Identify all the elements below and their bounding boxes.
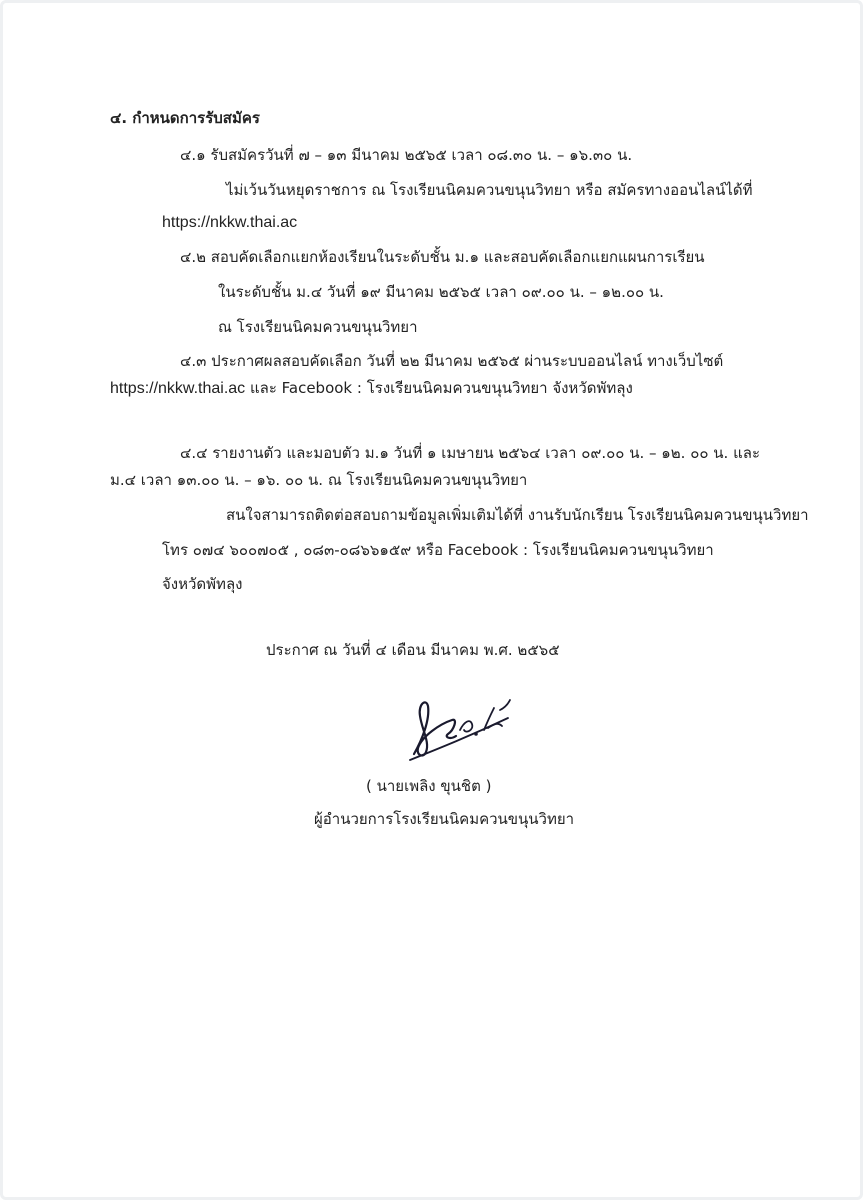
item-4-1-line-2: ไม่เว้นวันหยุดราชการ ณ โรงเรียนนิคมควนขนุนวิทยา หรือ สมัครทางออนไลน์ได้ที่ (226, 181, 753, 199)
signer-name: ( นายเพลิง ขุนชิต ) (366, 777, 492, 795)
signature-icon (400, 690, 520, 770)
item-4-3-line-2-rest: และ Facebook : โรงเรียนนิคมควนขนุนวิทยา จังหวัดพัทลุง (245, 379, 633, 397)
announcement-date: ประกาศ ณ วันที่ ๔ เดือน มีนาคม พ.ศ. ๒๕๖๕ (266, 641, 560, 659)
item-4-3-line-2 (110, 377, 633, 400)
signer-title: ผู้อำนวยการโรงเรียนนิคมควนขนุนวิทยา (314, 810, 575, 828)
item-4-4-line-2: ม.๔ เวลา ๑๓.๐๐ น. – ๑๖. ๐๐ น. ณ โรงเรียนนิคมควนขนุนวิทยา (110, 471, 528, 489)
contact-line-3: จังหวัดพัทลุง (162, 575, 243, 593)
item-4-2-line-1: ๔.๒ สอบคัดเลือกแยกห้องเรียนในระดับชั้น ม.๑ และสอบคัดเลือกแยกแผนการเรียน (180, 248, 705, 266)
contact-line-1: สนใจสามารถติดต่อสอบถามข้อมูลเพิ่มเติมได้ที่ งานรับนักเรียน โรงเรียนนิคมควนขนุนวิทยา (226, 506, 809, 524)
item-4-2-line-3: ณ โรงเรียนนิคมควนขนุนวิทยา (218, 318, 418, 336)
item-4-3-line-1: ๔.๓ ประกาศผลสอบคัดเลือก วันที่ ๒๒ มีนาคม ๒๕๖๕ ผ่านระบบออนไลน์ ทางเว็บไซต์ (180, 352, 724, 370)
item-4-3-url: https://nkkw.thai.ac (110, 380, 246, 397)
section-heading: ๔. กำหนดการรับสมัคร (110, 109, 260, 127)
item-4-2-line-2: ในระดับชั้น ม.๔ วันที่ ๑๙ มีนาคม ๒๕๖๕ เวลา ๐๙.๐๐ น. – ๑๒.๐๐ น. (218, 283, 664, 301)
contact-line-2: โทร ๐๗๔ ๖๐๐๗๐๕ , ๐๘๓-๐๘๖๖๑๕๙ หรือ Facebook : โรงเรียนนิคมควนขนุนวิทยา (162, 541, 714, 559)
item-4-4-line-1: ๔.๔ รายงานตัว และมอบตัว ม.๑ วันที่ ๑ เมษายน ๒๕๖๔ เวลา ๐๙.๐๐ น. – ๑๒. ๐๐ น. และ (180, 444, 761, 462)
item-4-1-line-1: ๔.๑ รับสมัครวันที่ ๗ – ๑๓ มีนาคม ๒๕๖๕ เวลา ๐๘.๓๐ น. – ๑๖.๓๐ น. (180, 146, 633, 164)
item-4-1-url: https://nkkw.thai.ac (162, 214, 298, 231)
